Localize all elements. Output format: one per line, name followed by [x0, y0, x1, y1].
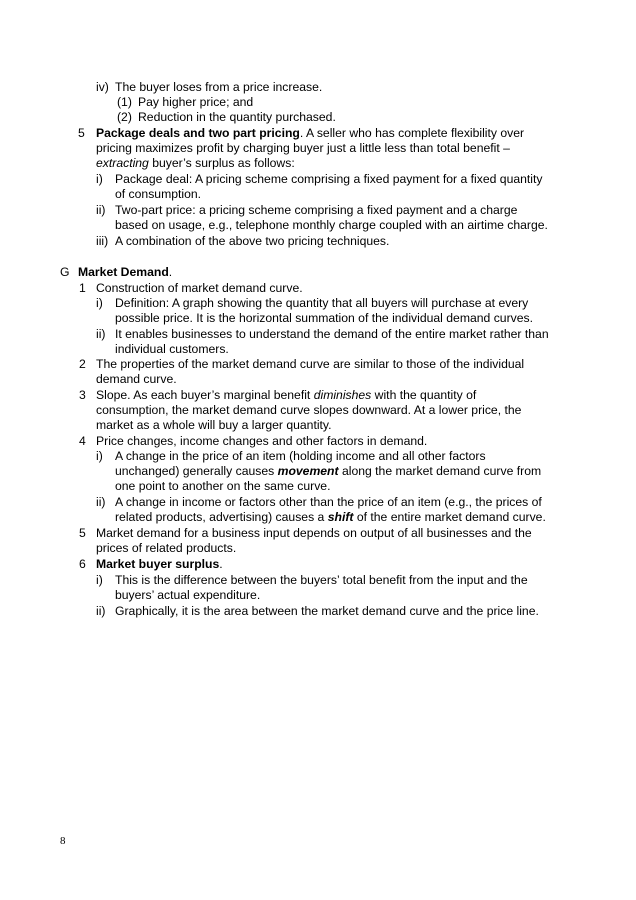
g-6-title: Market buyer surplus	[96, 557, 220, 571]
g-5-line1: Market demand for a business input depends on output of all businesses and the	[96, 526, 532, 540]
item-5-line2: pricing maximizes profit by charging buyer just a little less than total benefit –	[96, 141, 510, 155]
g-6-ii-marker: ii)	[96, 604, 106, 618]
item-5-line3: extracting buyer’s surplus as follows:	[96, 156, 295, 170]
g-4-i-line2: unchanged) generally causes movement along the market demand curve from	[115, 464, 542, 478]
g-1-ii-marker: ii)	[96, 327, 106, 341]
g-2-line1: The properties of the market demand curve are similar to those of the individual	[96, 357, 525, 371]
item-5-ii-line2: based on usage, e.g., telephone monthly charge coupled with an airtime charge.	[115, 218, 548, 232]
item-iv-text: The buyer loses from a price increase.	[115, 80, 323, 94]
g-3-line1: Slope. As each buyer’s marginal benefit diminishes with the quantity of	[96, 388, 477, 402]
g-3-line2: consumption, the market demand curve slopes downward. At a lower price, the	[96, 403, 522, 417]
item-iv-1-marker: (1)	[117, 95, 132, 109]
g-1-i-line1: Definition: A graph showing the quantity that all buyers will purchase at every	[115, 296, 529, 310]
g-6-heading: Market buyer surplus.	[96, 557, 223, 571]
item-5-iii-line1: A combination of the above two pricing techniques.	[115, 234, 390, 248]
item-iv-2-text: Reduction in the quantity purchased.	[138, 110, 336, 124]
g-4-i-line3: one point to another on the same curve.	[115, 479, 331, 493]
g-6-ii-line1: Graphically, it is the area between the market demand curve and the price line.	[115, 604, 539, 618]
g-1-i-marker: i)	[96, 296, 103, 310]
section-g-heading: Market Demand.	[78, 265, 173, 279]
item-iv-marker: iv)	[96, 80, 109, 94]
item-5-marker: 5	[78, 126, 85, 140]
g-1-i-line2: possible price. It is the horizontal summation of the individual demand curves.	[115, 311, 533, 325]
item-5-i-line2: of consumption.	[115, 187, 202, 201]
item-5-line1: Package deals and two part pricing. A seller who has complete flexibility over	[96, 126, 525, 140]
g-4-marker: 4	[79, 434, 86, 448]
g-6-i-marker: i)	[96, 573, 103, 587]
item-5-ii-line1: Two-part price: a pricing scheme comprising a fixed payment and a charge	[115, 203, 518, 217]
item-5-ii-marker: ii)	[96, 203, 106, 217]
g-6-i-line1: This is the difference between the buyers’ total benefit from the input and the	[115, 573, 528, 587]
item-5-title: Package deals and two part pricing	[96, 126, 300, 140]
g-1-ii-line2: individual customers.	[115, 342, 229, 356]
g-4-ii-line1: A change in income or factors other than the price of an item (e.g., the prices of	[115, 495, 542, 509]
g-5-line2: prices of related products.	[96, 541, 237, 555]
section-g-marker: G	[60, 265, 70, 279]
g-4-line1: Price changes, income changes and other factors in demand.	[96, 434, 428, 448]
item-iv-1-text: Pay higher price; and	[138, 95, 254, 109]
item-5-i-marker: i)	[96, 172, 103, 186]
g-2-line2: demand curve.	[96, 372, 177, 386]
g-4-i-marker: i)	[96, 449, 103, 463]
g-6-marker: 6	[79, 557, 86, 571]
g-5-marker: 5	[79, 526, 86, 540]
item-5-iii-marker: iii)	[96, 234, 109, 248]
g-1-ii-line1: It enables businesses to understand the demand of the entire market rather than	[115, 327, 549, 341]
g-1-text: Construction of market demand curve.	[96, 281, 303, 295]
item-5-i-line1: Package deal: A pricing scheme comprising a fixed payment for a fixed quantity	[115, 172, 543, 186]
item-iv-2-marker: (2)	[117, 110, 132, 124]
g-2-marker: 2	[79, 357, 86, 371]
g-1-marker: 1	[79, 281, 86, 295]
page-number: 8	[60, 835, 66, 847]
g-4-i-line1: A change in the price of an item (holding income and all other factors	[115, 449, 486, 463]
g-4-ii-line2: related products, advertising) causes a shift of the entire market demand curve.	[115, 510, 546, 524]
g-6-i-line2: buyers’ actual expenditure.	[115, 588, 261, 602]
g-3-line3: market as a whole will buy a larger quantity.	[96, 418, 332, 432]
section-g-title: Market Demand	[78, 265, 169, 279]
g-4-ii-marker: ii)	[96, 495, 106, 509]
g-3-marker: 3	[79, 388, 86, 402]
